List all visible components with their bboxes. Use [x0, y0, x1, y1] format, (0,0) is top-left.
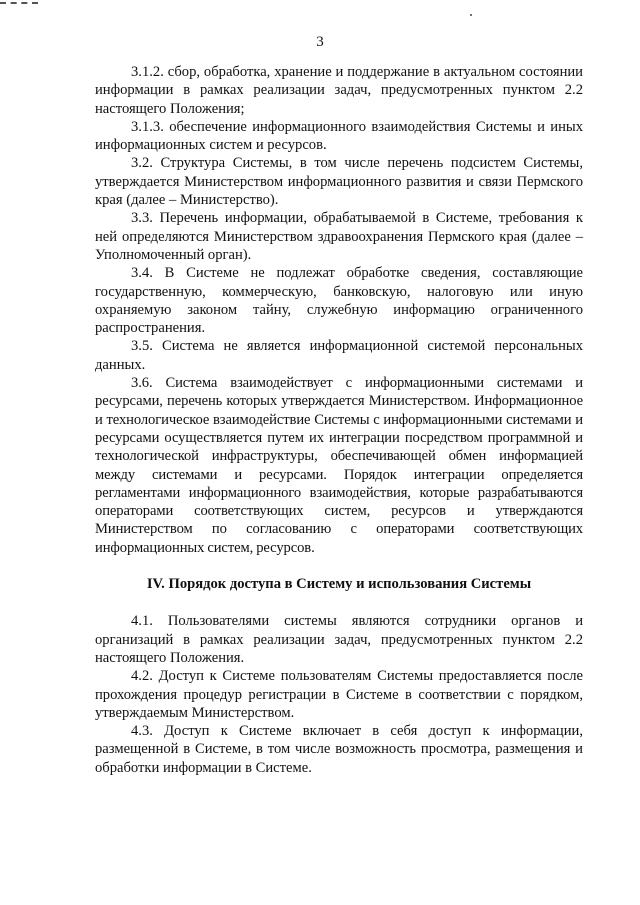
paragraph-3-3: 3.3. Перечень информации, обрабатываемой в Системе, требования к ней определяются Министерством здравоохранения Пермского края (далее – Уполномоченный орган).: [95, 210, 583, 263]
paragraph-3-4: 3.4. В Системе не подлежат обработке сведения, составляющие государственную, коммерческую, банковскую, налоговую или иную охраняемую законом тайну, служебную информацию ограниченного распространения.: [95, 265, 583, 337]
paragraph-3-2: 3.2. Структура Системы, в том числе перечень подсистем Системы, утверждается Министерством информационного развития и связи Пермского края (далее – Министерство).: [95, 155, 583, 209]
document-body: [95, 63, 583, 777]
paragraph-4-3: 4.3. Доступ к Системе включает в себя доступ к информации, размещенной в Системе, в том числе возможность просмотра, размещения и обработки информации в Системе.: [95, 723, 583, 776]
page-number: 3: [316, 34, 324, 50]
paragraph-4-2: 4.2. Доступ к Системе пользователям Системы предоставляется после прохождения процедур регистрации в Системе в соответствии с порядком, утверждаемым Министерством.: [95, 668, 583, 721]
paragraph-3-1-2: 3.1.2. сбор, обработка, хранение и поддержание в актуальном состоянии информации в рамках реализации задач, предусмотренных пунктом 2.2 настоящего Положения;: [95, 64, 583, 117]
paragraph-3-5: 3.5. Система не является информационной системой персональных данных.: [95, 338, 583, 373]
scan-speck: [470, 14, 472, 16]
section-heading: IV. Порядок доступа в Систему и использования Системы: [146, 576, 532, 593]
scan-corner-mark: [0, 2, 38, 6]
paragraph-3-1-3: 3.1.3. обеспечение информационного взаимодействия Системы и иных информационных систем и ресурсов.: [95, 118, 583, 154]
paragraph-3-6: 3.6. Система взаимодействует с информационными системами и ресурсами, перечень которых утверждается Министерством. Информационное и технологическое взаимодействие Системы с информационными системами и ресурсами осуществляется путем их интеграции посредством программной и технологической инфраструктуры, обеспечивающей обмен информацией между системами и ресурсами. Порядок интеграции определяется регламентами информационного взаимодействия, которые разрабатываются операторами соответствующих систем, ресурсов и утверждаются Министерством по согласованию с операторами соответствующих информационных систем, ресурсов.: [95, 375, 583, 556]
paragraph-4-1: 4.1. Пользователями системы являются сотрудники органов и организаций в рамках реализации задач, предусмотренных пунктом 2.2 настоящего Положения.: [95, 613, 583, 666]
